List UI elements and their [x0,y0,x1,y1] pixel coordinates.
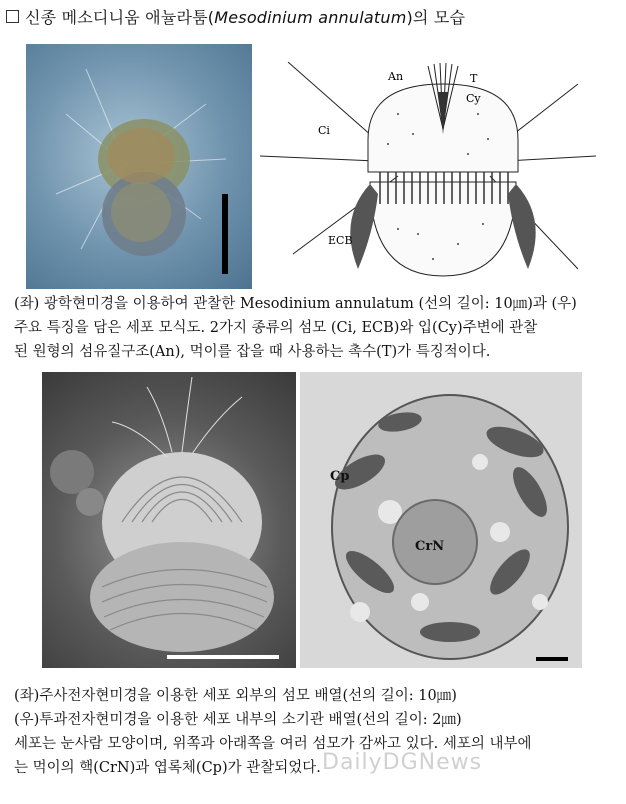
top-figure-caption [14,292,614,364]
tem-micrograph [300,372,582,668]
watermark: DailyDGNews [322,750,483,775]
caption-line: 된 원형의 섬유질구조(An), 먹이를 잡을 때 사용하는 촉수(T)가 특징적이다. [14,344,491,360]
checkbox-icon [6,10,19,23]
label-t: T [470,72,478,85]
label-cp: Cp [330,469,350,484]
cell-schematic-diagram [258,44,598,289]
light-micrograph [26,44,252,289]
caption-line: (우)투과전자현미경을 이용한 세포 내부의 소기관 배열(선의 길이: 2㎛) [14,712,462,728]
label-an: An [388,70,404,83]
label-ci: Ci [318,124,330,137]
caption-line: (좌)주사전자현미경을 이용한 세포 외부의 섬모 배열(선의 길이: 10㎛) [14,688,457,704]
page-heading [6,4,620,28]
heading-species-name: Mesodinium annulatum [214,7,407,27]
caption-line: 주요 특징을 담은 세포 모식도. 2가지 종류의 섬모 (Ci, ECB)와 입(Cy)주변에 관찰 [14,320,538,336]
label-crn: CrN [415,539,445,554]
label-cy: Cy [466,92,481,105]
bottom-figure-caption [14,684,614,780]
heading-prefix: 신종 메소디니움 애뉼라툼( [25,7,215,27]
heading-text [25,5,465,28]
label-ecb: ECB [328,234,353,247]
caption-line: (좌) 광학현미경을 이용하여 관찰한 Mesodinium annulatum (선의 길이: 10㎛)과 (우) [14,296,577,312]
heading-suffix: )의 모습 [406,7,466,27]
caption-line: 세포는 눈사람 모양이며, 위쪽과 아래쪽을 여러 섬모가 감싸고 있다. 세포의 내부에 [14,736,532,752]
caption-line: 는 먹이의 핵(CrN)과 엽록체(Cp)가 관찰되었다. [14,760,321,776]
sem-micrograph [42,372,296,668]
